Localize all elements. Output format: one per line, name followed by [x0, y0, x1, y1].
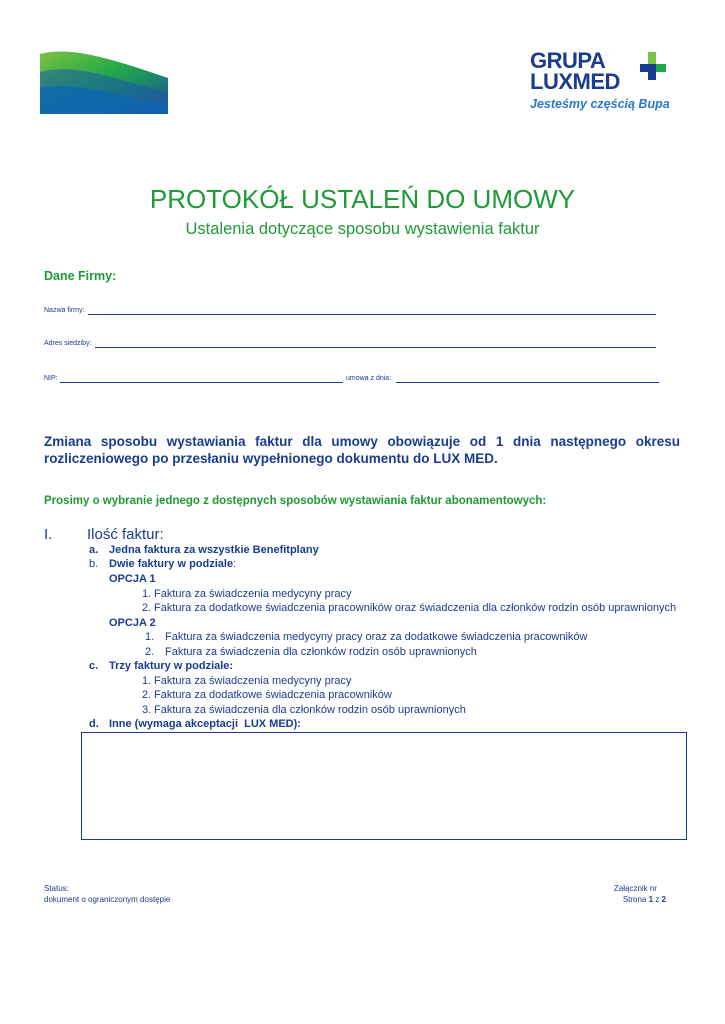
option-b-colon: : [233, 558, 237, 570]
opcja-1-item-1-num: 1. [142, 588, 152, 600]
page-of: z [655, 895, 660, 904]
footer-attachment: Załącznik nr [613, 884, 657, 893]
option-c-item-1-num: 1. [142, 675, 152, 687]
option-c-item-1-text: Faktura za świadczenia medycyny pracy [154, 675, 352, 687]
company-name-field[interactable] [88, 314, 656, 315]
option-a-text[interactable]: Jedna faktura za wszystkie Benefitplany [109, 544, 319, 556]
option-c-item-3-text: Faktura za świadczenia dla członków rodzin osób uprawnionych [154, 704, 466, 716]
opcja-1-item-2-text: Faktura za dodatkowe świadczenia pracowników oraz świadczenia dla członków rodzin osób uprawnionych [154, 602, 677, 614]
footer-status-label: Status: [44, 884, 69, 893]
brand-wave-graphic [40, 48, 168, 114]
opcja-2-item-1-num: 1. [145, 631, 155, 643]
opcja-2-heading[interactable]: OPCJA 2 [109, 617, 156, 629]
option-b-text[interactable] [109, 557, 236, 572]
option-d-marker: d. [89, 718, 99, 730]
option-c-text[interactable]: Trzy faktury w podziale: [109, 660, 234, 672]
nip-label: NIP: [44, 375, 58, 382]
option-b-label: Dwie faktury w podziale [109, 558, 234, 570]
address-field[interactable] [95, 347, 656, 348]
option-b-marker: b. [89, 558, 99, 570]
logo-line-luxmed: LUXMED [530, 69, 620, 94]
opcja-2-item-2-num: 2. [145, 646, 155, 658]
logo-tagline: Jesteśmy częścią Bupa [530, 97, 670, 111]
logo-line-grupa: GRUPA [530, 48, 606, 73]
section-number: I. [44, 526, 53, 543]
footer-page-number [580, 894, 666, 905]
opcja-2-item-2-text: Faktura za świadczenia dla członków rodzin osób uprawnionych [165, 646, 477, 658]
company-data-heading: Dane Firmy: [44, 269, 117, 283]
opcja-1-heading[interactable]: OPCJA 1 [109, 573, 156, 585]
document-subtitle: Ustalenia dotyczące sposobu wystawienia faktur [185, 220, 540, 238]
document-title: PROTOKÓŁ USTALEŃ DO UMOWY [149, 184, 576, 214]
option-c-item-3-num: 3. [142, 704, 152, 716]
address-label: Adres siedziby: [44, 340, 92, 347]
opcja-1-item-1-text: Faktura za świadczenia medycyny pracy [154, 588, 352, 600]
opcja-1-item-2-num: 2. [142, 602, 152, 614]
nip-field[interactable] [60, 382, 343, 383]
notice-line-2: rozliczeniowego po przesłaniu wypełnionego dokumentu do LUX MED. [44, 451, 498, 466]
option-d-text[interactable]: Inne (wymaga akceptacji LUX MED): [109, 718, 301, 730]
option-c-marker: c. [89, 660, 99, 672]
page-current: 1 [648, 895, 654, 904]
page-prefix: Strona [622, 895, 647, 904]
option-c-item-2-num: 2. [142, 689, 152, 701]
option-c-item-2-text: Faktura za dodatkowe świadczenia pracowników [154, 689, 392, 701]
contract-date-label: umowa z dnia: [346, 375, 392, 382]
option-a-marker: a. [89, 544, 99, 556]
page-total: 2 [661, 895, 666, 904]
selection-request: Prosimy o wybranie jednego z dostępnych sposobów wystawiania faktur abonamentowych: [44, 495, 547, 507]
company-name-label: Nazwa firmy: [44, 307, 85, 314]
opcja-2-item-1-text: Faktura za świadczenia medycyny pracy oraz za dodatkowe świadczenia pracowników [165, 631, 588, 643]
notice-line-1: Zmiana sposobu wystawiania faktur dla umowy obowiązuje od 1 dnia następnego okresu [44, 434, 680, 449]
section-title: Ilość faktur: [87, 526, 164, 543]
footer-access-level: dokument o ograniczonym dostępie [44, 895, 171, 904]
contract-date-field[interactable] [396, 382, 659, 383]
logo-plus-icon [640, 52, 666, 82]
other-option-textarea[interactable] [81, 732, 687, 840]
